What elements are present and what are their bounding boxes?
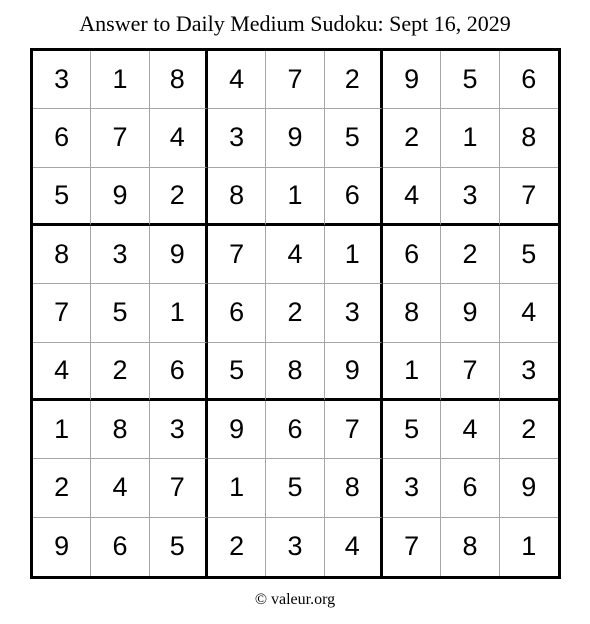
sudoku-cell: 8 bbox=[325, 459, 383, 517]
sudoku-cell: 3 bbox=[441, 168, 499, 226]
sudoku-cell: 3 bbox=[383, 459, 441, 517]
sudoku-cell: 2 bbox=[91, 343, 149, 401]
sudoku-cell: 4 bbox=[150, 109, 208, 167]
sudoku-cell: 9 bbox=[441, 284, 499, 342]
sudoku-cell: 5 bbox=[208, 343, 266, 401]
sudoku-cell: 3 bbox=[266, 518, 324, 576]
sudoku-cell: 7 bbox=[208, 226, 266, 284]
sudoku-cell: 6 bbox=[383, 226, 441, 284]
sudoku-cell: 4 bbox=[33, 343, 91, 401]
sudoku-cell: 5 bbox=[325, 109, 383, 167]
sudoku-cell: 1 bbox=[521, 531, 537, 562]
sudoku-cell: 2 bbox=[500, 401, 558, 459]
sudoku-cell: 3 bbox=[325, 284, 383, 342]
sudoku-cell: 8 bbox=[150, 51, 208, 109]
sudoku-cell: 3 bbox=[150, 401, 208, 459]
sudoku-cell: 2 bbox=[383, 109, 441, 167]
sudoku-cell: 4 bbox=[91, 459, 149, 517]
sudoku-cell: 1 bbox=[208, 459, 266, 517]
sudoku-cell: 3 bbox=[208, 109, 266, 167]
sudoku-cell: 4 bbox=[383, 168, 441, 226]
sudoku-cell: 9 bbox=[500, 459, 558, 517]
sudoku-cell: 3 bbox=[91, 226, 149, 284]
sudoku-cell: 1 bbox=[325, 226, 383, 284]
sudoku-cell: 6 bbox=[33, 109, 91, 167]
sudoku-cell: 7 bbox=[500, 168, 558, 226]
sudoku-cell: 7 bbox=[266, 51, 324, 109]
sudoku-cell: 2 bbox=[266, 284, 324, 342]
sudoku-cell: 8 bbox=[266, 343, 324, 401]
sudoku-cell: 2 bbox=[150, 168, 208, 226]
sudoku-cell: 7 bbox=[91, 109, 149, 167]
sudoku-cell: 9 bbox=[91, 168, 149, 226]
sudoku-cell: 5 bbox=[150, 518, 208, 576]
sudoku-cell: 6 bbox=[441, 459, 499, 517]
sudoku-cell: 3 bbox=[500, 343, 558, 401]
sudoku-cell: 1 bbox=[150, 284, 208, 342]
sudoku-cell: 5 bbox=[500, 226, 558, 284]
sudoku-cell: 5 bbox=[33, 168, 91, 226]
sudoku-cell: 4 bbox=[208, 51, 266, 109]
sudoku-cell: 6 bbox=[500, 51, 558, 109]
sudoku-cell: 2 bbox=[208, 518, 266, 576]
copyright-footer: © valeur.org bbox=[254, 591, 336, 608]
sudoku-cell: 7 bbox=[325, 401, 383, 459]
sudoku-cell: 4 bbox=[500, 284, 558, 342]
sudoku-cell: 9 bbox=[266, 109, 324, 167]
sudoku-cell: 7 bbox=[441, 343, 499, 401]
sudoku-cell: 5 bbox=[441, 51, 499, 109]
sudoku-cell: 6 bbox=[91, 518, 149, 576]
sudoku-cell: 6 bbox=[208, 284, 266, 342]
sudoku-cell: 5 bbox=[91, 284, 149, 342]
page-title: Answer to Daily Medium Sudoku: Sept 16, 2029 bbox=[79, 11, 511, 36]
sudoku-cell: 8 bbox=[383, 284, 441, 342]
sudoku-cell: 9 bbox=[150, 226, 208, 284]
sudoku-cell: 9 bbox=[208, 401, 266, 459]
sudoku-board bbox=[30, 48, 561, 579]
sudoku-cell: 1 bbox=[266, 168, 324, 226]
sudoku-cell: 1 bbox=[441, 109, 499, 167]
sudoku-cell: 6 bbox=[325, 168, 383, 226]
sudoku-cell: 2 bbox=[325, 51, 383, 109]
sudoku-cell: 8 bbox=[500, 109, 558, 167]
sudoku-cell: 4 bbox=[266, 226, 324, 284]
sudoku-cell: 9 bbox=[383, 51, 441, 109]
sudoku-cell: 8 bbox=[441, 518, 499, 576]
sudoku-cell: 1 bbox=[383, 343, 441, 401]
sudoku-cell: 6 bbox=[150, 343, 208, 401]
sudoku-cell: 2 bbox=[33, 459, 91, 517]
sudoku-cell: 7 bbox=[33, 284, 91, 342]
sudoku-cell: 4 bbox=[441, 401, 499, 459]
sudoku-cell: 9 bbox=[325, 343, 383, 401]
sudoku-cell: 5 bbox=[266, 459, 324, 517]
sudoku-cell: 8 bbox=[91, 401, 149, 459]
sudoku-cell: 1 bbox=[33, 401, 91, 459]
sudoku-cell: 8 bbox=[208, 168, 266, 226]
sudoku-cell: 9 bbox=[33, 518, 91, 576]
sudoku-cell: 1 bbox=[91, 51, 149, 109]
sudoku-cell: 7 bbox=[383, 518, 441, 576]
sudoku-cell: 3 bbox=[33, 51, 91, 109]
sudoku-cell: 4 bbox=[325, 518, 383, 576]
sudoku-cell: 2 bbox=[441, 226, 499, 284]
sudoku-cell: 8 bbox=[33, 226, 91, 284]
sudoku-cell: 7 bbox=[150, 459, 208, 517]
sudoku-cell: 6 bbox=[266, 401, 324, 459]
sudoku-cell: 5 bbox=[383, 401, 441, 459]
